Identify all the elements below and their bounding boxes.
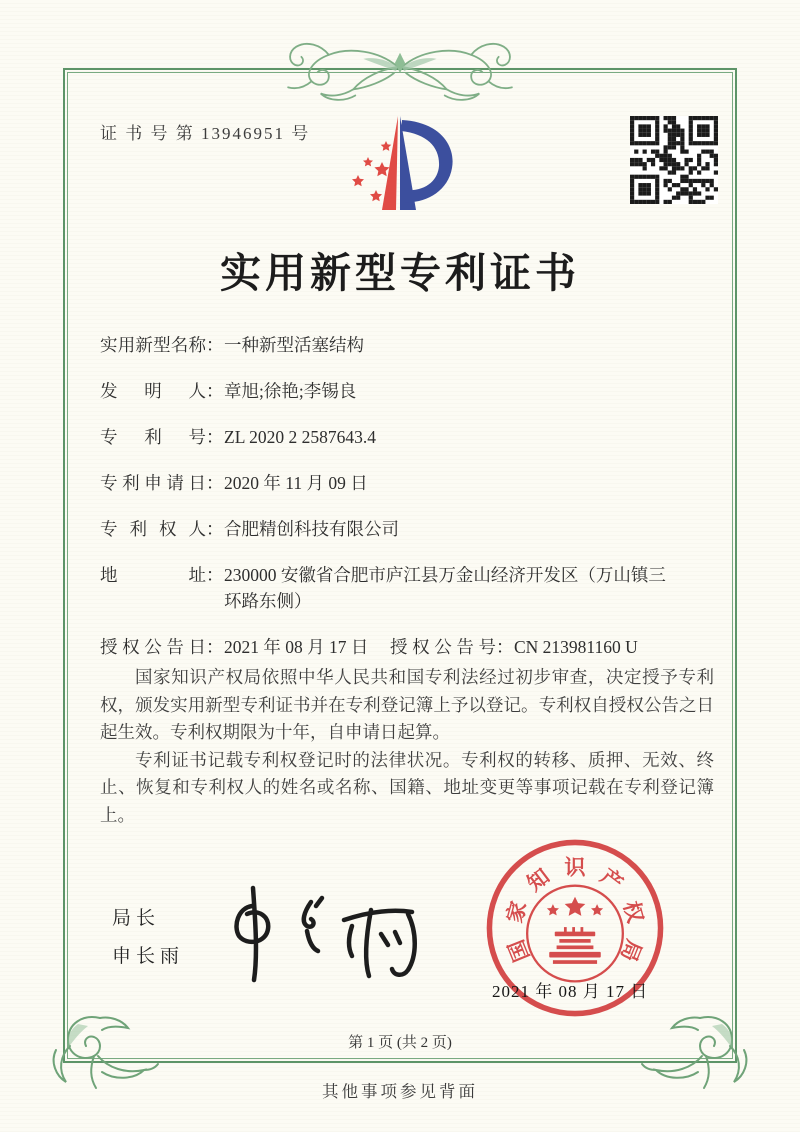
field-row-inventors: 发明人 ： 章旭;徐艳;李锡良 [100, 378, 700, 404]
svg-text:权: 权 [618, 898, 648, 926]
field-row-name: 实用新型名称 ： 一种新型活塞结构 [100, 332, 700, 358]
grant-number-label: 授权公告号 [390, 637, 496, 657]
back-note: 其他事项参见背面 [322, 1082, 478, 1101]
cnipa-logo-icon [336, 110, 474, 226]
qr-code [630, 116, 718, 204]
field-row-filing-date: 专利申请日 ： 2020 年 11 月 09 日 [100, 470, 700, 496]
signature-script [218, 876, 430, 992]
svg-text:家: 家 [502, 898, 532, 926]
certificate-fields [100, 332, 700, 660]
field-value: 章旭;徐艳;李锡良 [224, 381, 357, 401]
field-label: 专利号 [100, 427, 206, 447]
certificate-number: 证 书 号 第 13946951 号 [100, 124, 311, 143]
field-label: 实用新型名称 [100, 335, 206, 355]
legal-text [100, 664, 714, 829]
field-label: 地址 [100, 565, 206, 585]
svg-text:国: 国 [503, 936, 535, 965]
field-row-patentee: 专利权人 ： 合肥精创科技有限公司 [100, 516, 700, 542]
field-value: 2020 年 11 月 09 日 [224, 473, 368, 493]
field-value: 230000 安徽省合肥市庐江县万金山经济开发区（万山镇三环路东侧） [224, 565, 666, 611]
field-label: 专利权人 [100, 519, 206, 539]
field-row-patent-number: 专利号 ： ZL 2020 2 2587643.4 [100, 424, 700, 450]
field-label: 专利申请日 [100, 473, 206, 493]
field-row-grant: 授权公告日 ： 2021 年 08 月 17 日 授权公告号 ： CN 213981160 U [100, 634, 700, 660]
director-name: 申长雨 [112, 946, 185, 967]
field-value: ZL 2020 2 2587643.4 [224, 427, 376, 447]
grant-date-value: 2021 年 08 月 17 日 [224, 637, 369, 657]
svg-text:知: 知 [522, 864, 555, 896]
legal-paragraph-2: 专利证书记载专利权登记时的法律状况。专利权的转移、质押、无效、终止、恢复和专利权人的姓名或名称、国籍、地址变更等事项记载在专利登记簿上。 [100, 749, 714, 825]
certificate-title: 实用新型专利证书 [220, 250, 580, 296]
field-row-address: 地址 ： 230000 安徽省合肥市庐江县万金山经济开发区（万山镇三环路东侧） [100, 562, 700, 614]
field-value: 合肥精创科技有限公司 [224, 519, 399, 539]
director-title: 局长 [112, 908, 161, 929]
grant-number-value: CN 213981160 U [514, 637, 638, 657]
svg-text:局: 局 [615, 936, 647, 965]
svg-text:识: 识 [564, 855, 586, 880]
field-label: 发明人 [100, 381, 206, 401]
seal-date: 2021 年 08 月 17 日 [492, 982, 649, 1001]
field-value: 一种新型活塞结构 [224, 335, 364, 355]
page-footer: 第 1 页 (共 2 页) [348, 1035, 452, 1051]
legal-paragraph-1: 国家知识产权局依照中华人民共和国专利法经过初步审查，决定授予专利权，颁发实用新型专利证书并在专利登记簿上予以登记。专利权自授权公告之日起生效。专利权期限为十年，自申请日起算。 [100, 667, 714, 742]
svg-text:产: 产 [595, 864, 628, 896]
grant-date-label: 授权公告日 [100, 637, 206, 657]
